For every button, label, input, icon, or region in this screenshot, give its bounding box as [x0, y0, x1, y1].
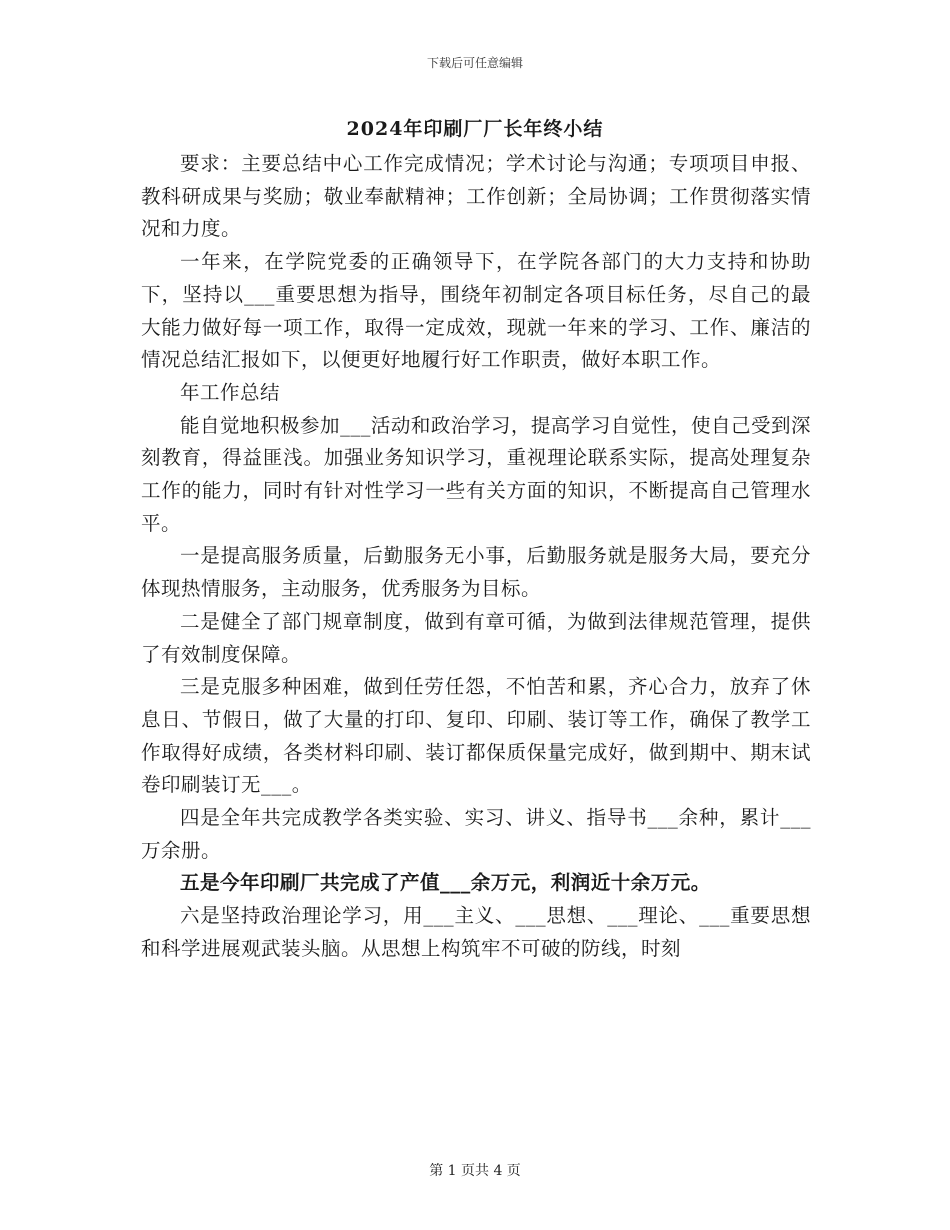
paragraph-item-2: 二是健全了部门规章制度，做到有章可循，为做到法律规范管理，提供了有效制度保障。 [141, 609, 811, 666]
document-body [141, 148, 811, 966]
paragraph-requirements: 要求：主要总结中心工作完成情况；学术讨论与沟通；专项项目申报、教科研成果与奖励；敬业奉献精神；工作创新；全局协调；工作贯彻落实情况和力度。 [141, 152, 811, 241]
header-note: 下载后可任意编辑 [426, 56, 523, 70]
document-title: 2024年印刷厂厂长年终小结 [346, 118, 604, 140]
paragraph-study: 能自觉地积极参加___活动和政治学习，提高学习自觉性，使自己受到深刻教育，得益匪浅。加强业务知识学习，重视理论联系实际，提高处理复杂工作的能力，同时有针对性学习一些有关方面的知识，不断提高自己管理水平。 [141, 413, 811, 535]
paragraph-item-1: 一是提高服务质量，后勤服务无小事，后勤服务就是服务大局，要充分体现热情服务，主动服务，优秀服务为目标。 [141, 544, 811, 601]
paragraph-item-3: 三是克服多种困难，做到任劳任怨，不怕苦和累，齐心合力，放弃了休息日、节假日，做了大量的打印、复印、印刷、装订等工作，确保了教学工作取得好成绩，各类材料印刷、装订都保质保量完成好，做到期中、期末试卷印刷装订无___。 [141, 675, 811, 797]
paragraph-intro: 一年来，在学院党委的正确领导下，在学院各部门的大力支持和协助下，坚持以___重要思想为指导，围绕年初制定各项目标任务，尽自己的最大能力做好每一项工作，取得一定成效，现就一年来的学习、工作、廉洁的情况总结汇报如下，以便更好地履行好工作职责，做好本职工作。 [141, 250, 811, 372]
paragraph-item-4: 四是全年共完成教学各类实验、实习、讲义、指导书___余种，累计___万余册。 [141, 806, 811, 862]
paragraph-item-6: 六是坚持政治理论学习，用___主义、___思想、___理论、___重要思想和科学进展观武装头脑。从思想上构筑牢不可破的防线，时刻 [141, 904, 811, 960]
section-heading: 年工作总结 [180, 380, 281, 404]
page-footer: 第 1 页共 4 页 [429, 1163, 521, 1179]
paragraph-item-5: 五是今年印刷厂共完成了产值___余万元，利润近十余万元。 [180, 871, 711, 895]
